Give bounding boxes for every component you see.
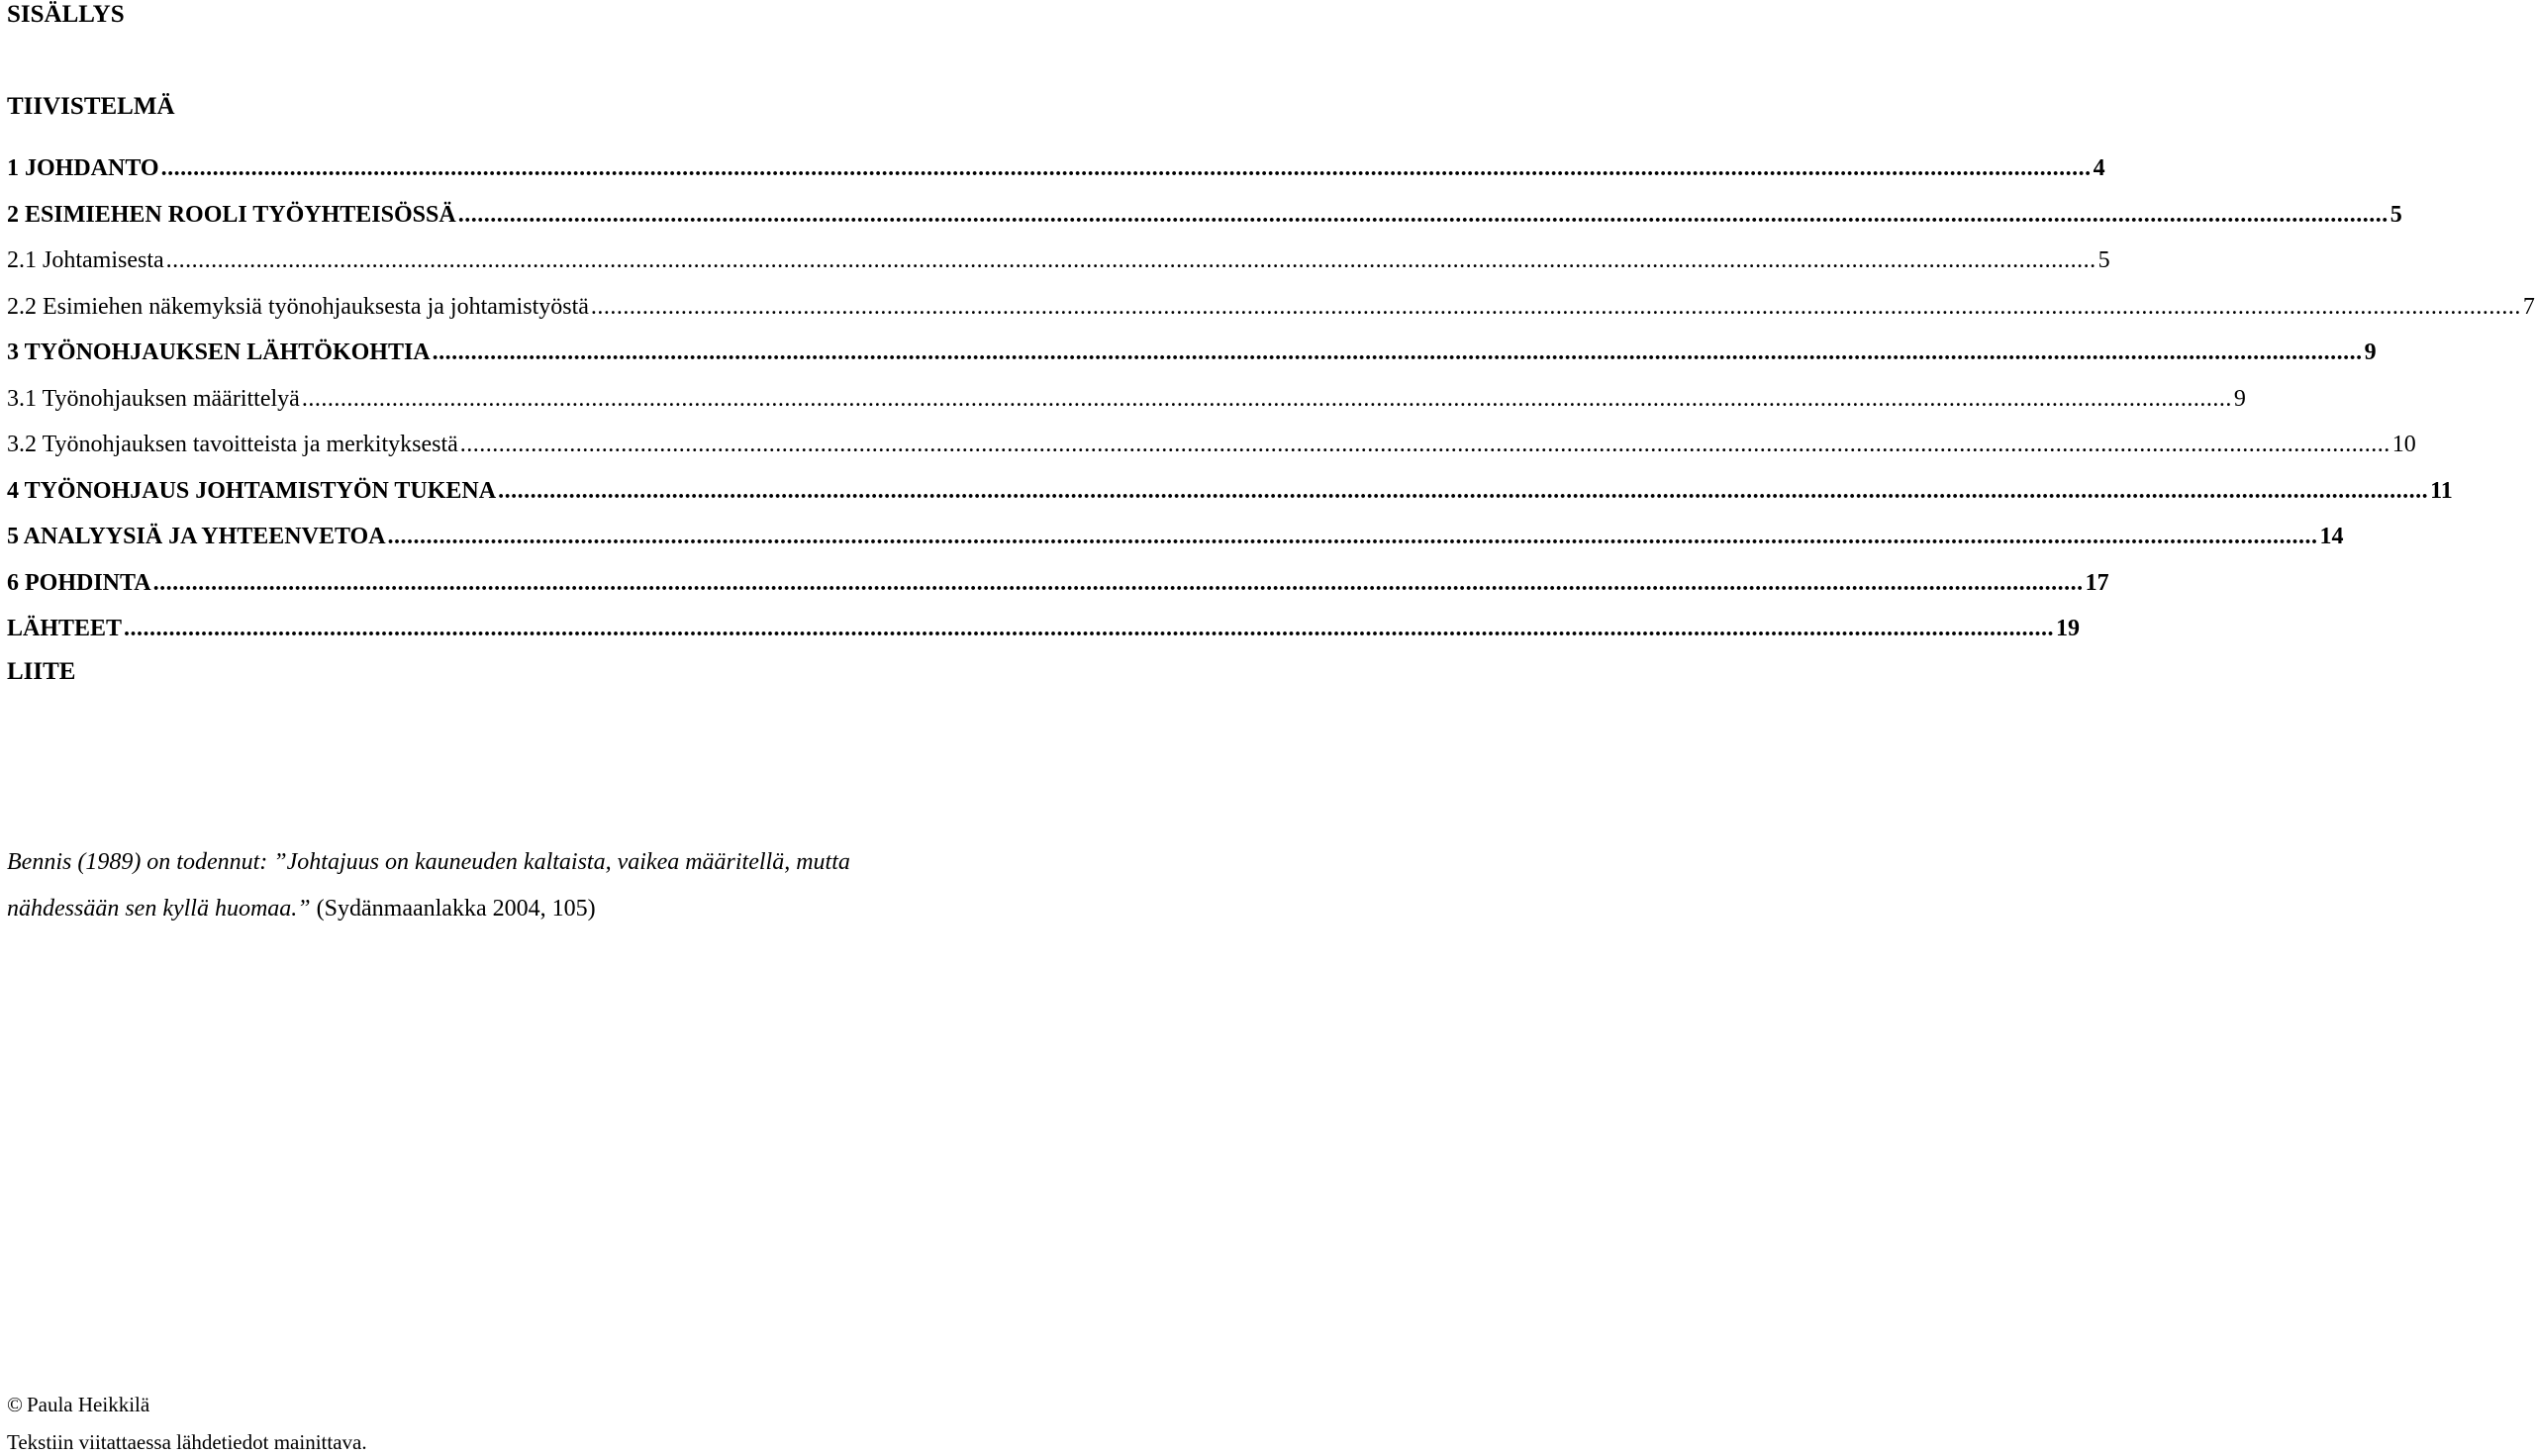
toc-entry-page: 7 [2522,293,2535,320]
toc-leader-dots: ............................................................................................................................................................................................................................................................................................................ [432,340,2363,365]
copyright-icon: © [7,1393,23,1416]
toc-leader-dots: ............................................................................................................................................................................................................................................................................................................ [152,569,2084,596]
toc-entry [7,614,2081,660]
toc-entry-page: 14 [2319,524,2344,549]
toc-leader-dots: ............................................................................................................................................................................................................................................................................................................ [124,616,2055,641]
toc-leader-dots: ............................................................................................................................................................................................................................................................................................................ [457,201,2389,228]
toc-leader-dots: ............................................................................................................................................................................................................................................................................................................ [590,293,2521,320]
toc-leader-dots: ............................................................................................................................................................................................................................................................................................................ [387,524,2318,549]
toc-entry-label: 6 POHDINTA [7,569,151,596]
toc-entry [7,476,2453,523]
toc-entry-label: 3.1 Työnohjauksen määrittelyä [7,385,300,412]
toc-entry-label: 2.2 Esimiehen näkemyksiä työnohjauksesta ja johtamistyöstä [7,293,589,320]
appendix-heading: LIITE [7,658,76,685]
toc-entry-page: 17 [2085,569,2109,596]
toc-entry-page: 4 [2093,155,2105,181]
toc-entry [7,338,2377,384]
toc-entry-page: 19 [2056,616,2081,641]
toc-entry [7,568,2109,615]
copyright-line [7,1391,149,1418]
page-title: SISÄLLYS [7,1,125,28]
toc-entry-label: 3.2 Työnohjauksen tavoitteista ja merkityksestä [7,432,458,457]
citation-notice: Tekstiin viitattaessa lähdetiedot mainittava. [7,1430,367,1454]
toc-entry-page: 9 [2364,340,2377,365]
toc-entry-page: 11 [2430,477,2453,504]
toc-leader-dots: ............................................................................................................................................................................................................................................................................................................ [165,247,2096,273]
table-of-contents [7,153,2535,660]
toc-entry-page: 10 [2391,432,2416,457]
toc-leader-dots: ............................................................................................................................................................................................................................................................................................................ [498,477,2429,504]
toc-leader-dots: ............................................................................................................................................................................................................................................................................................................ [459,432,2390,457]
toc-entry [7,522,2344,568]
toc-entry-label: 3 TYÖNOHJAUKSEN LÄHTÖKOHTIA [7,340,431,365]
epigraph-quote [7,839,942,932]
quote-text: ”Johtajuus on kauneuden kaltaista, vaikea määritellä, mutta nähdessään sen kyllä huomaa.” [7,849,850,922]
toc-entry [7,384,2246,431]
toc-entry-label: 1 JOHDANTO [7,155,159,181]
toc-entry-label: 5 ANALYYSIÄ JA YHTEENVETOA [7,524,386,549]
toc-entry [7,245,2110,292]
toc-entry [7,430,2416,476]
quote-source: (Sydänmaanlakka 2004, 105) [316,896,596,922]
toc-entry-page: 9 [2233,385,2246,412]
toc-entry [7,292,2535,339]
toc-entry-label: 4 TYÖNOHJAUS JOHTAMISTYÖN TUKENA [7,477,497,504]
toc-leader-dots: ............................................................................................................................................................................................................................................................................................................ [301,385,2232,412]
toc-entry-page: 5 [2389,201,2402,228]
author-name: Paula Heikkilä [26,1393,150,1416]
toc-entry-label: 2 ESIMIEHEN ROOLI TYÖYHTEISÖSSÄ [7,201,456,228]
toc-leader-dots: ............................................................................................................................................................................................................................................................................................................ [160,155,2092,181]
quote-intro: Bennis (1989) on todennut: [7,849,268,875]
abstract-heading: TIIVISTELMÄ [7,93,175,120]
toc-entry-label: 2.1 Johtamisesta [7,247,164,273]
toc-entry [7,200,2402,246]
toc-entry-label: LÄHTEET [7,616,123,641]
toc-entry [7,153,2105,200]
toc-entry-page: 5 [2097,247,2110,273]
